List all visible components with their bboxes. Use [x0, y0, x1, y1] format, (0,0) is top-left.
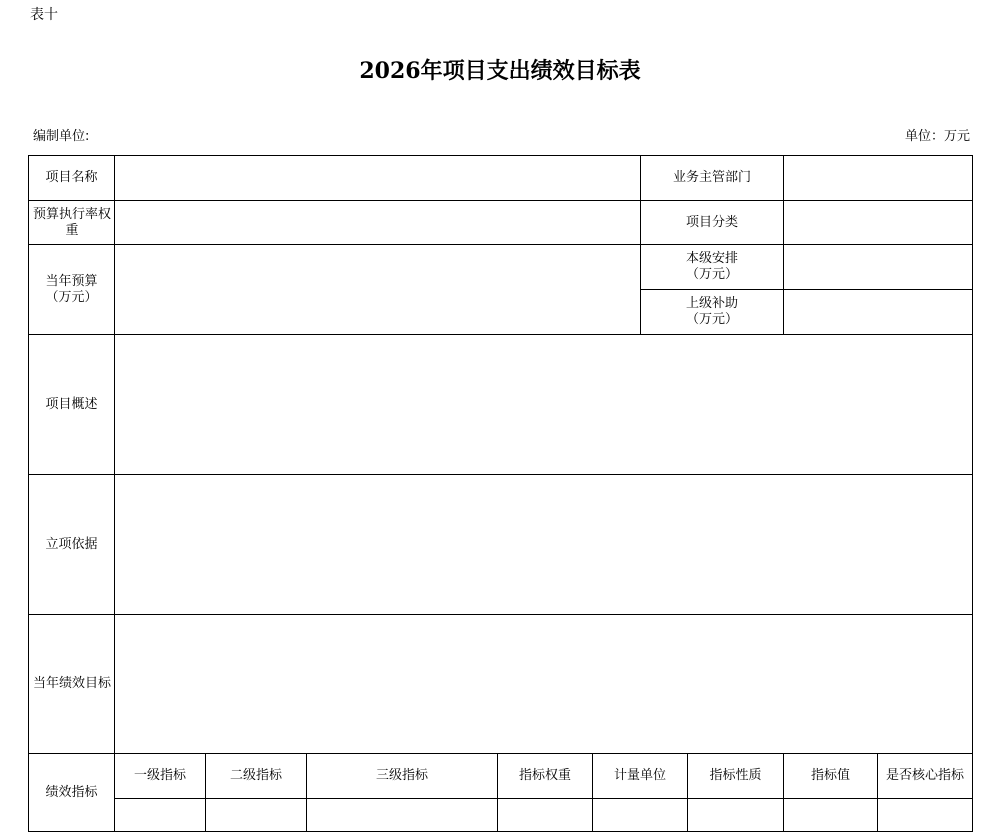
supervising-dept-label — [641, 156, 784, 201]
performance-indicators-text: 绩效指标 — [45, 784, 98, 800]
indicator-header-level1 — [115, 754, 206, 799]
execution-rate-weight-label — [29, 201, 115, 245]
project-category-label — [641, 201, 784, 245]
project-name-label — [29, 156, 115, 201]
project-name-field[interactable] — [115, 156, 641, 201]
indicator-header-level2 — [206, 754, 307, 799]
indicator-header-text: 二级指标 — [229, 768, 282, 783]
supervising-dept-field[interactable] — [784, 156, 973, 201]
indicator-cell[interactable] — [115, 799, 206, 832]
indicator-header-text: 是否核心指标 — [886, 768, 965, 783]
table-number: 表十 — [30, 7, 58, 23]
compiler-label: 编制单位: — [33, 129, 90, 144]
current-budget-label — [29, 245, 115, 335]
indicator-cell[interactable] — [688, 799, 784, 832]
superior-subsidy-text: 上级补助（万元） — [686, 296, 739, 327]
project-overview-field[interactable] — [115, 335, 973, 475]
current-budget-field[interactable] — [115, 245, 641, 335]
indicator-cell[interactable] — [784, 799, 878, 832]
local-arrangement-text: 本级安排（万元） — [686, 251, 739, 282]
indicator-header-text: 指标值 — [811, 768, 851, 783]
supervising-dept-text: 业务主管部门 — [673, 170, 752, 185]
execution-rate-weight-text: 预算执行率权重 — [32, 206, 111, 238]
performance-target-form — [28, 155, 973, 832]
indicator-header-value — [784, 754, 878, 799]
current-budget-text: 当年预算（万元） — [45, 273, 98, 305]
project-overview-text: 项目概述 — [45, 396, 98, 412]
local-arrangement-label — [641, 245, 784, 290]
indicator-header-nature — [688, 754, 784, 799]
indicator-header-core — [878, 754, 973, 799]
indicator-cell[interactable] — [498, 799, 593, 832]
indicator-header-weight — [498, 754, 593, 799]
indicator-header-level3 — [307, 754, 498, 799]
superior-subsidy-field[interactable] — [784, 290, 973, 335]
local-arrangement-field[interactable] — [784, 245, 973, 290]
indicator-cell[interactable] — [593, 799, 688, 832]
page-title: 2026年项目支出绩效目标表 — [359, 58, 641, 84]
project-name-text: 项目名称 — [45, 170, 98, 185]
indicator-header-text: 计量单位 — [614, 768, 667, 783]
performance-indicators-label — [29, 754, 115, 832]
project-overview-label — [29, 335, 115, 475]
indicator-header-unit — [593, 754, 688, 799]
project-basis-field[interactable] — [115, 475, 973, 615]
execution-rate-weight-field[interactable] — [115, 201, 641, 245]
indicator-cell[interactable] — [878, 799, 973, 832]
indicator-cell[interactable] — [307, 799, 498, 832]
indicator-header-text: 指标性质 — [709, 768, 762, 783]
indicator-cell[interactable] — [206, 799, 307, 832]
project-category-text: 项目分类 — [686, 214, 739, 230]
project-category-field[interactable] — [784, 201, 973, 245]
unit-label: 单位：万元 — [904, 129, 970, 144]
indicator-header-text: 指标权重 — [518, 768, 571, 783]
project-basis-text: 立项依据 — [45, 536, 98, 552]
indicator-header-text: 三级指标 — [375, 768, 428, 783]
annual-target-text: 当年绩效目标 — [32, 676, 111, 691]
annual-target-field[interactable] — [115, 615, 973, 754]
superior-subsidy-label — [641, 290, 784, 335]
indicator-header-text: 一级指标 — [133, 768, 186, 783]
project-basis-label — [29, 475, 115, 615]
annual-target-label — [29, 615, 115, 754]
